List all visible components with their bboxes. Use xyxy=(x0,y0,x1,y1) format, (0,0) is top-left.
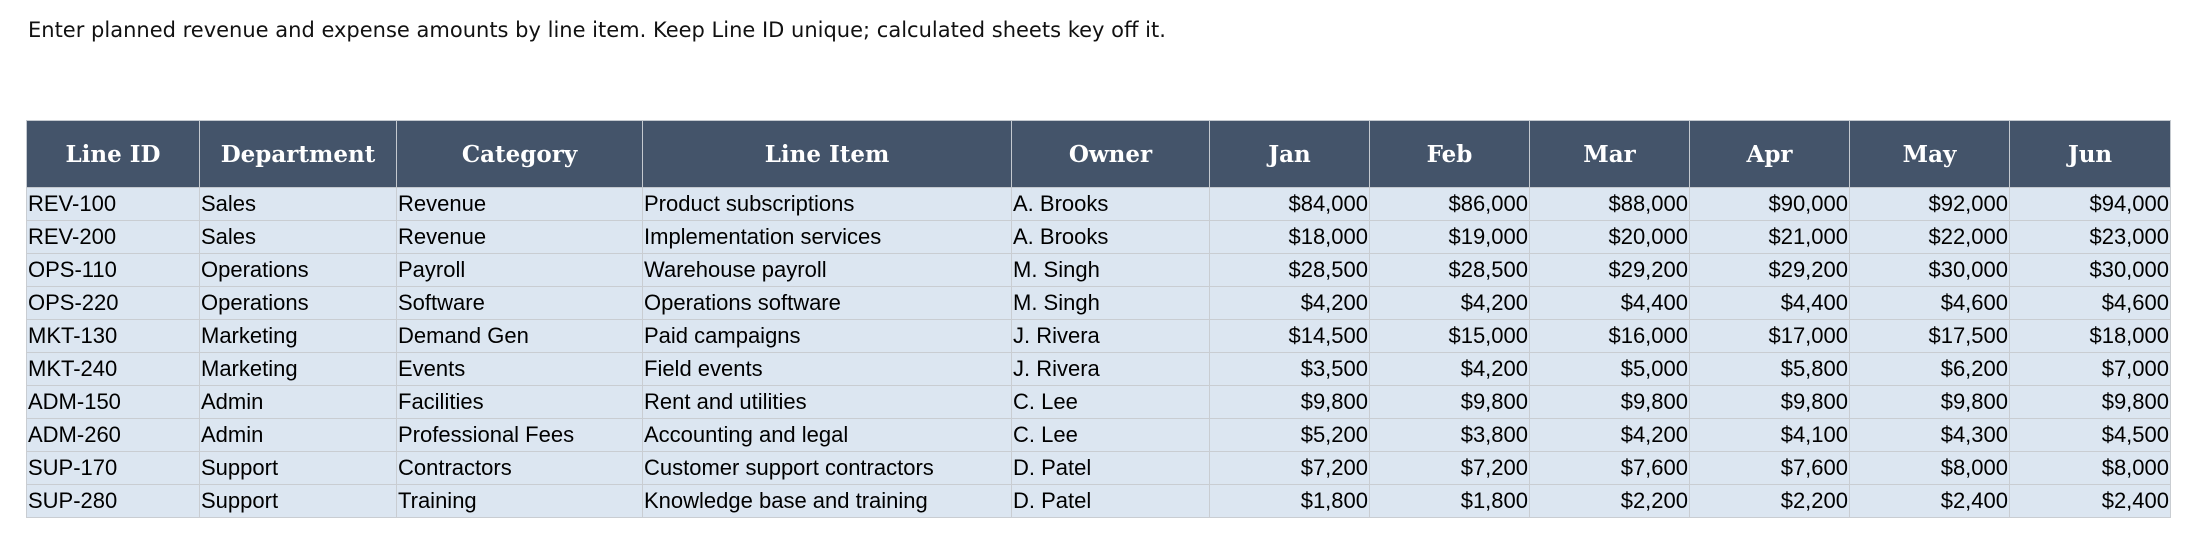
cell-apr[interactable]: $2,200 xyxy=(1690,485,1850,518)
table-row xyxy=(27,353,2171,386)
cell-category[interactable]: Training xyxy=(397,485,643,518)
cell-line-item[interactable]: Rent and utilities xyxy=(643,386,1012,419)
cell-feb[interactable]: $28,500 xyxy=(1370,254,1530,287)
cell-line-item[interactable]: Product subscriptions xyxy=(643,188,1012,221)
cell-owner[interactable]: A. Brooks xyxy=(1012,221,1210,254)
cell-jan[interactable]: $3,500 xyxy=(1210,353,1370,386)
cell-may[interactable]: $9,800 xyxy=(1850,386,2010,419)
cell-line-id[interactable]: SUP-170 xyxy=(27,452,200,485)
cell-feb[interactable]: $86,000 xyxy=(1370,188,1530,221)
cell-category[interactable]: Demand Gen xyxy=(397,320,643,353)
column-header-feb[interactable]: Feb xyxy=(1370,121,1530,188)
cell-category[interactable]: Contractors xyxy=(397,452,643,485)
table-row xyxy=(27,320,2171,353)
cell-line-item[interactable]: Customer support contractors xyxy=(643,452,1012,485)
cell-department[interactable]: Marketing xyxy=(200,320,397,353)
cell-jan[interactable]: $1,800 xyxy=(1210,485,1370,518)
cell-jun[interactable]: $94,000 xyxy=(2010,188,2171,221)
cell-jun[interactable]: $4,600 xyxy=(2010,287,2171,320)
cell-owner[interactable]: J. Rivera xyxy=(1012,353,1210,386)
cell-mar[interactable]: $16,000 xyxy=(1530,320,1690,353)
column-header-apr[interactable]: Apr xyxy=(1690,121,1850,188)
cell-apr[interactable]: $21,000 xyxy=(1690,221,1850,254)
cell-may[interactable]: $8,000 xyxy=(1850,452,2010,485)
cell-category[interactable]: Professional Fees xyxy=(397,419,643,452)
cell-feb[interactable]: $19,000 xyxy=(1370,221,1530,254)
instructions-text: Enter planned revenue and expense amounts by line item. Keep Line ID unique; calculated sheets key off it. xyxy=(28,18,1166,42)
column-header-line-item[interactable]: Line Item xyxy=(643,121,1012,188)
table-row xyxy=(27,485,2171,518)
cell-apr[interactable]: $5,800 xyxy=(1690,353,1850,386)
cell-apr[interactable]: $9,800 xyxy=(1690,386,1850,419)
header-row xyxy=(27,121,2171,188)
cell-line-id[interactable]: MKT-240 xyxy=(27,353,200,386)
column-header-department[interactable]: Department xyxy=(200,121,397,188)
cell-category[interactable]: Facilities xyxy=(397,386,643,419)
cell-apr[interactable]: $90,000 xyxy=(1690,188,1850,221)
cell-jan[interactable]: $9,800 xyxy=(1210,386,1370,419)
column-header-line-id[interactable]: Line ID xyxy=(27,121,200,188)
cell-jun[interactable]: $4,500 xyxy=(2010,419,2171,452)
cell-feb[interactable]: $7,200 xyxy=(1370,452,1530,485)
cell-department[interactable]: Support xyxy=(200,485,397,518)
cell-mar[interactable]: $5,000 xyxy=(1530,353,1690,386)
column-header-may[interactable]: May xyxy=(1850,121,2010,188)
cell-may[interactable]: $30,000 xyxy=(1850,254,2010,287)
cell-line-item[interactable]: Field events xyxy=(643,353,1012,386)
cell-jan[interactable]: $7,200 xyxy=(1210,452,1370,485)
cell-mar[interactable]: $9,800 xyxy=(1530,386,1690,419)
cell-line-id[interactable]: ADM-150 xyxy=(27,386,200,419)
cell-department[interactable]: Sales xyxy=(200,188,397,221)
cell-jun[interactable]: $9,800 xyxy=(2010,386,2171,419)
column-header-jun[interactable]: Jun xyxy=(2010,121,2171,188)
cell-may[interactable]: $2,400 xyxy=(1850,485,2010,518)
cell-apr[interactable]: $29,200 xyxy=(1690,254,1850,287)
cell-line-item[interactable]: Implementation services xyxy=(643,221,1012,254)
cell-owner[interactable]: M. Singh xyxy=(1012,287,1210,320)
cell-apr[interactable]: $7,600 xyxy=(1690,452,1850,485)
cell-department[interactable]: Support xyxy=(200,452,397,485)
cell-line-id[interactable]: OPS-110 xyxy=(27,254,200,287)
cell-department[interactable]: Operations xyxy=(200,254,397,287)
cell-mar[interactable]: $88,000 xyxy=(1530,188,1690,221)
cell-jun[interactable]: $2,400 xyxy=(2010,485,2171,518)
cell-owner[interactable]: J. Rivera xyxy=(1012,320,1210,353)
cell-owner[interactable]: C. Lee xyxy=(1012,419,1210,452)
cell-may[interactable]: $6,200 xyxy=(1850,353,2010,386)
cell-line-item[interactable]: Paid campaigns xyxy=(643,320,1012,353)
table-row xyxy=(27,287,2171,320)
cell-may[interactable]: $4,600 xyxy=(1850,287,2010,320)
cell-mar[interactable]: $29,200 xyxy=(1530,254,1690,287)
cell-jun[interactable]: $7,000 xyxy=(2010,353,2171,386)
cell-mar[interactable]: $4,200 xyxy=(1530,419,1690,452)
table-body xyxy=(27,188,2171,518)
cell-line-item[interactable]: Knowledge base and training xyxy=(643,485,1012,518)
cell-line-id[interactable]: ADM-260 xyxy=(27,419,200,452)
cell-jun[interactable]: $8,000 xyxy=(2010,452,2171,485)
cell-may[interactable]: $17,500 xyxy=(1850,320,2010,353)
cell-feb[interactable]: $1,800 xyxy=(1370,485,1530,518)
cell-mar[interactable]: $7,600 xyxy=(1530,452,1690,485)
budget-input-table xyxy=(26,120,2171,518)
table-row xyxy=(27,221,2171,254)
cell-apr[interactable]: $4,400 xyxy=(1690,287,1850,320)
cell-category[interactable]: Revenue xyxy=(397,221,643,254)
cell-owner[interactable]: A. Brooks xyxy=(1012,188,1210,221)
cell-owner[interactable]: D. Patel xyxy=(1012,485,1210,518)
cell-category[interactable]: Events xyxy=(397,353,643,386)
cell-may[interactable]: $92,000 xyxy=(1850,188,2010,221)
cell-mar[interactable]: $20,000 xyxy=(1530,221,1690,254)
table-row xyxy=(27,452,2171,485)
cell-feb[interactable]: $4,200 xyxy=(1370,287,1530,320)
cell-mar[interactable]: $2,200 xyxy=(1530,485,1690,518)
cell-mar[interactable]: $4,400 xyxy=(1530,287,1690,320)
cell-line-id[interactable]: SUP-280 xyxy=(27,485,200,518)
cell-line-id[interactable]: REV-200 xyxy=(27,221,200,254)
cell-line-id[interactable]: MKT-130 xyxy=(27,320,200,353)
cell-line-item[interactable]: Accounting and legal xyxy=(643,419,1012,452)
cell-feb[interactable]: $4,200 xyxy=(1370,353,1530,386)
column-header-owner[interactable]: Owner xyxy=(1012,121,1210,188)
cell-line-item[interactable]: Warehouse payroll xyxy=(643,254,1012,287)
table-row xyxy=(27,254,2171,287)
cell-jan[interactable]: $28,500 xyxy=(1210,254,1370,287)
cell-may[interactable]: $4,300 xyxy=(1850,419,2010,452)
cell-category[interactable]: Software xyxy=(397,287,643,320)
cell-jun[interactable]: $23,000 xyxy=(2010,221,2171,254)
table-row xyxy=(27,188,2171,221)
cell-may[interactable]: $22,000 xyxy=(1850,221,2010,254)
cell-jun[interactable]: $30,000 xyxy=(2010,254,2171,287)
cell-line-item[interactable]: Operations software xyxy=(643,287,1012,320)
cell-jun[interactable]: $18,000 xyxy=(2010,320,2171,353)
cell-feb[interactable]: $3,800 xyxy=(1370,419,1530,452)
table-row xyxy=(27,386,2171,419)
cell-jan[interactable]: $14,500 xyxy=(1210,320,1370,353)
cell-department[interactable]: Admin xyxy=(200,419,397,452)
cell-owner[interactable]: C. Lee xyxy=(1012,386,1210,419)
cell-category[interactable]: Payroll xyxy=(397,254,643,287)
cell-department[interactable]: Sales xyxy=(200,221,397,254)
cell-owner[interactable]: D. Patel xyxy=(1012,452,1210,485)
cell-apr[interactable]: $4,100 xyxy=(1690,419,1850,452)
cell-jan[interactable]: $84,000 xyxy=(1210,188,1370,221)
cell-apr[interactable]: $17,000 xyxy=(1690,320,1850,353)
cell-department[interactable]: Admin xyxy=(200,386,397,419)
cell-category[interactable]: Revenue xyxy=(397,188,643,221)
cell-feb[interactable]: $9,800 xyxy=(1370,386,1530,419)
column-header-mar[interactable]: Mar xyxy=(1530,121,1690,188)
cell-line-id[interactable]: REV-100 xyxy=(27,188,200,221)
cell-owner[interactable]: M. Singh xyxy=(1012,254,1210,287)
cell-line-id[interactable]: OPS-220 xyxy=(27,287,200,320)
column-header-category[interactable]: Category xyxy=(397,121,643,188)
cell-jan[interactable]: $18,000 xyxy=(1210,221,1370,254)
cell-department[interactable]: Operations xyxy=(200,287,397,320)
column-header-jan[interactable]: Jan xyxy=(1210,121,1370,188)
cell-jan[interactable]: $5,200 xyxy=(1210,419,1370,452)
table-row xyxy=(27,419,2171,452)
cell-feb[interactable]: $15,000 xyxy=(1370,320,1530,353)
cell-jan[interactable]: $4,200 xyxy=(1210,287,1370,320)
cell-department[interactable]: Marketing xyxy=(200,353,397,386)
